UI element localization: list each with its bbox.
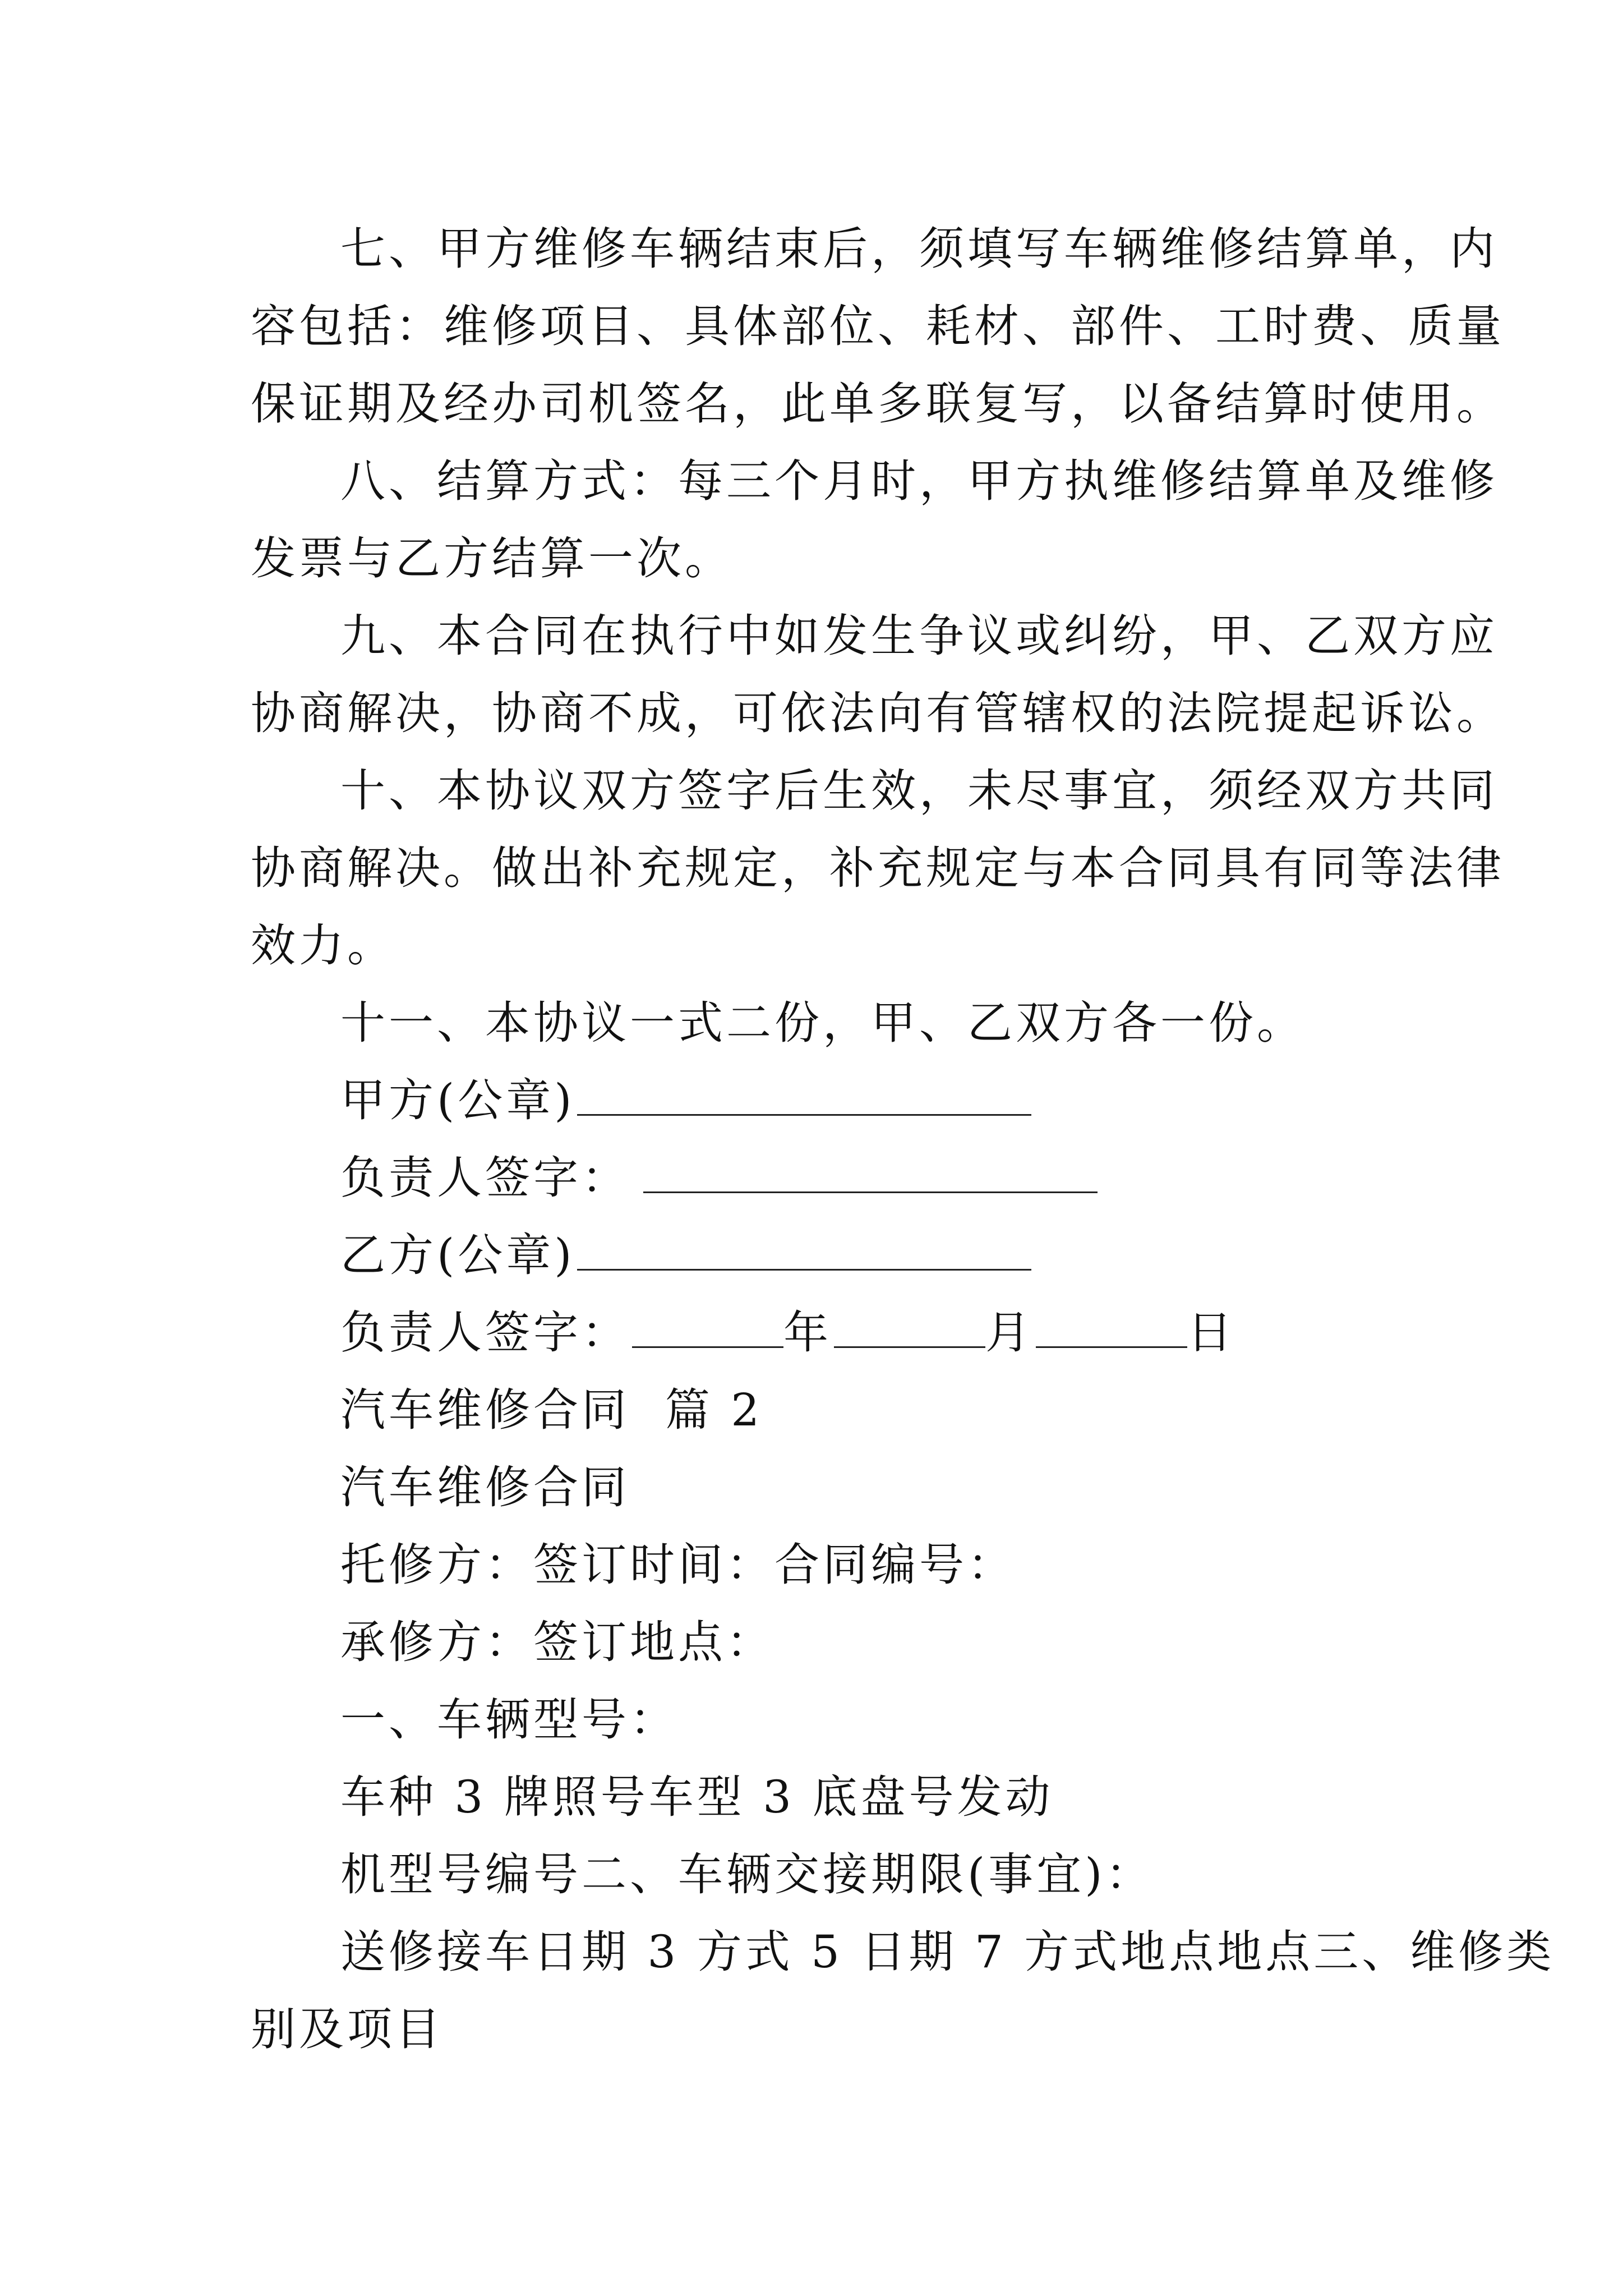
clause-7-line-3: 保证期及经办司机签名，此单多联复写，以备结算时使用。 bbox=[251, 378, 1505, 430]
clause-11: 十一、本协议一式二份，甲、乙双方各一份。 bbox=[340, 997, 1305, 1049]
contractor-line: 承修方：签订地点： bbox=[340, 1616, 774, 1668]
clause-9-line-2: 协商解决，协商不成，可依法向有管辖权的法院提起诉讼。 bbox=[251, 687, 1505, 739]
party-b-seal-row bbox=[251, 1217, 1384, 1294]
signer-1-label: 负责人签字： bbox=[340, 1152, 630, 1204]
signer-2-date-row bbox=[251, 1294, 1384, 1372]
clause-10-line-1: 十、本协议双方签字后生效，未尽事宜，须经双方共同 bbox=[340, 765, 1498, 817]
item-1-detail-2: 机型号编号二、车辆交接期限(事宜)： bbox=[340, 1848, 1154, 1901]
clause-8-line-1: 八、结算方式：每三个月时，甲方执维修结算单及维修 bbox=[340, 455, 1498, 507]
clause-7-line-1: 七、甲方维修车辆结束后，须填写车辆维修结算单，内 bbox=[340, 223, 1498, 275]
party-a-seal-blank bbox=[577, 1080, 1031, 1116]
clause-10-line-2: 协商解决。做出补充规定，补充规定与本合同具有同等法律 bbox=[251, 842, 1505, 894]
item-1-detail: 车种 3 牌照号车型 3 底盘号发动 bbox=[340, 1771, 1054, 1823]
party-b-seal-blank bbox=[577, 1235, 1031, 1271]
client-line: 托修方：签订时间：合同编号： bbox=[340, 1539, 1016, 1591]
clause-7-line-2: 容包括：维修项目、具体部位、耗材、部件、工时费、质量 bbox=[251, 300, 1505, 352]
signer-1-blank bbox=[643, 1158, 1098, 1193]
signer-1-row bbox=[251, 1139, 1384, 1217]
clause-8-line-2: 发票与乙方结算一次。 bbox=[251, 532, 733, 585]
item-2-line-1: 送修接车日期 3 方式 5 日期 7 方式地点地点三、维修类 bbox=[340, 1926, 1555, 1978]
year-blank bbox=[632, 1313, 783, 1348]
day-label: 日 bbox=[1187, 1306, 1235, 1359]
section-2-heading: 汽车维修合同 篇 2 bbox=[340, 1384, 763, 1436]
month-blank bbox=[834, 1313, 985, 1348]
item-2-line-2: 别及项目 bbox=[251, 2003, 444, 2055]
party-b-seal-label: 乙方(公章) bbox=[340, 1229, 575, 1281]
year-label: 年 bbox=[783, 1306, 832, 1359]
clause-10-line-3: 效力。 bbox=[251, 919, 395, 972]
day-blank bbox=[1036, 1313, 1187, 1348]
signer-2-label: 负责人签字： bbox=[340, 1306, 630, 1359]
item-1-vehicle-model: 一、车辆型号： bbox=[340, 1694, 678, 1746]
clause-9-line-1: 九、本合同在执行中如发生争议或纠纷，甲、乙双方应 bbox=[340, 610, 1498, 662]
party-a-seal-label: 甲方(公章) bbox=[340, 1074, 575, 1126]
section-2-title: 汽车维修合同 bbox=[340, 1461, 630, 1513]
month-label: 月 bbox=[985, 1306, 1034, 1359]
document-page bbox=[251, 210, 1555, 2068]
party-a-seal-row bbox=[251, 1062, 1384, 1139]
